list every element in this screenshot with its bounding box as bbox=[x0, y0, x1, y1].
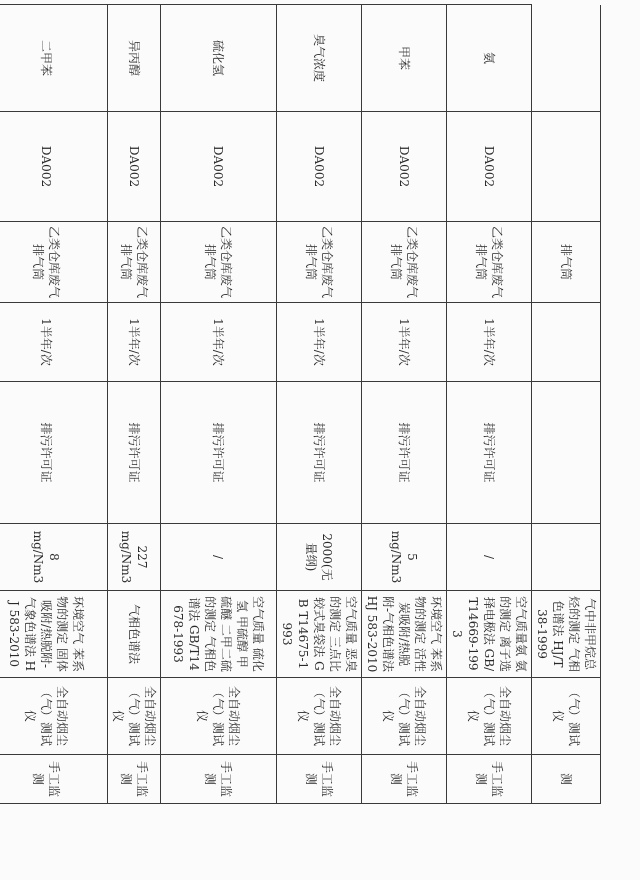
limit-cell: 8 mg/Nm3 bbox=[0, 524, 108, 591]
limit-cell: 227 mg/Nm3 bbox=[108, 524, 161, 591]
outlet-name-cell: 乙类仓库废气排气筒 bbox=[0, 222, 108, 303]
mode-cell: 手工监测 bbox=[161, 755, 277, 804]
method-cell: 环境空气 苯系物的测定 活性炭吸附/热脱附-气相色谱法 HJ 583-2010 bbox=[362, 591, 447, 678]
method-cell: 空气质量氨 氨的测定 离子选择电极法 GB/T14669-1993 bbox=[447, 591, 532, 678]
instrument-cell: 全自动烟尘（气）测试仪 bbox=[0, 678, 108, 755]
pollutant-cell: 硫化氢 bbox=[161, 5, 277, 112]
frequency-cell: 1半年/次 bbox=[108, 303, 161, 382]
outlet-name-cell: 排气筒 bbox=[532, 222, 601, 303]
limit-cell: / bbox=[447, 524, 532, 591]
table-row bbox=[447, 5, 532, 804]
basis-cell: 排污许可证 bbox=[0, 382, 108, 524]
table-row bbox=[161, 5, 277, 804]
frequency-cell: 1半年/次 bbox=[447, 303, 532, 382]
method-cell: 气中非甲烷总烃的测定 气相色谱法 HJ/T 38-1999 bbox=[532, 591, 601, 678]
outlet-name-cell: 乙类仓库废气排气筒 bbox=[108, 222, 161, 303]
pollutant-cell: 异丙醇 bbox=[108, 5, 161, 112]
pollutant-cell: 臭气浓度 bbox=[277, 5, 362, 112]
basis-cell: 排污许可证 bbox=[108, 382, 161, 524]
instrument-cell: 全自动烟尘（气）测试仪 bbox=[447, 678, 532, 755]
mode-cell: 手工监测 bbox=[0, 755, 108, 804]
mode-cell: 手工监测 bbox=[108, 755, 161, 804]
limit-cell: 5 mg/Nm3 bbox=[362, 524, 447, 591]
frequency-cell: 1半年/次 bbox=[362, 303, 447, 382]
method-cell: 空气质量 恶臭的测定 三点比较式臭袋法 GB T14675-1993 bbox=[277, 591, 362, 678]
table-row bbox=[108, 5, 161, 804]
outlet-id-cell: DA002 bbox=[277, 112, 362, 222]
mode-cell: 手工监测 bbox=[362, 755, 447, 804]
basis-cell: 排污许可证 bbox=[161, 382, 277, 524]
mode-cell: 测 bbox=[532, 755, 601, 804]
basis-cell: 排污许可证 bbox=[277, 382, 362, 524]
outlet-id-cell: DA002 bbox=[161, 112, 277, 222]
pollutant-cell: 氨 bbox=[447, 5, 532, 112]
outlet-id-cell: DA002 bbox=[362, 112, 447, 222]
table-row bbox=[0, 5, 108, 804]
frequency-cell bbox=[532, 303, 601, 382]
basis-cell bbox=[532, 382, 601, 524]
outlet-name-cell: 乙类仓库废气排气筒 bbox=[277, 222, 362, 303]
table-row bbox=[362, 5, 447, 804]
pollutant-cell: 甲苯 bbox=[362, 5, 447, 112]
limit-cell: / bbox=[161, 524, 277, 591]
instrument-cell: （气）测试仪 bbox=[532, 678, 601, 755]
outlet-name-cell: 乙类仓库废气排气筒 bbox=[362, 222, 447, 303]
pollutant-cell: 二甲苯 bbox=[0, 5, 108, 112]
limit-cell bbox=[532, 524, 601, 591]
method-cell: 环境空气 苯系物的测定 固体吸附/热脱附-气象色谱法 HJ 583-2010 bbox=[0, 591, 108, 678]
pollutant-cell bbox=[532, 5, 601, 112]
outlet-name-cell: 乙类仓库废气排气筒 bbox=[447, 222, 532, 303]
frequency-cell: 1半年/次 bbox=[161, 303, 277, 382]
monitoring-table bbox=[0, 4, 601, 804]
method-cell: 空气质量 硫化氢 甲硫醇 甲硫醚 二甲二硫的测定 气相色谱法 GB/T14678-1993 bbox=[161, 591, 277, 678]
table-row bbox=[532, 5, 601, 804]
frequency-cell: 1半年/次 bbox=[0, 303, 108, 382]
instrument-cell: 全自动烟尘（气）测试仪 bbox=[362, 678, 447, 755]
outlet-id-cell: DA002 bbox=[447, 112, 532, 222]
instrument-cell: 全自动烟尘（气）测试仪 bbox=[277, 678, 362, 755]
limit-cell: 2000(无量纲) bbox=[277, 524, 362, 591]
instrument-cell: 全自动烟尘（气）测试仪 bbox=[161, 678, 277, 755]
instrument-cell: 全自动烟尘（气）测试仪 bbox=[108, 678, 161, 755]
table-row bbox=[277, 5, 362, 804]
outlet-id-cell: DA002 bbox=[0, 112, 108, 222]
mode-cell: 手工监测 bbox=[277, 755, 362, 804]
mode-cell: 手工监测 bbox=[447, 755, 532, 804]
basis-cell: 排污许可证 bbox=[362, 382, 447, 524]
frequency-cell: 1半年/次 bbox=[277, 303, 362, 382]
method-cell: 气相色谱法 bbox=[108, 591, 161, 678]
outlet-name-cell: 乙类仓库废气排气筒 bbox=[161, 222, 277, 303]
outlet-id-cell: DA002 bbox=[108, 112, 161, 222]
outlet-id-cell bbox=[532, 112, 601, 222]
basis-cell: 排污许可证 bbox=[447, 382, 532, 524]
